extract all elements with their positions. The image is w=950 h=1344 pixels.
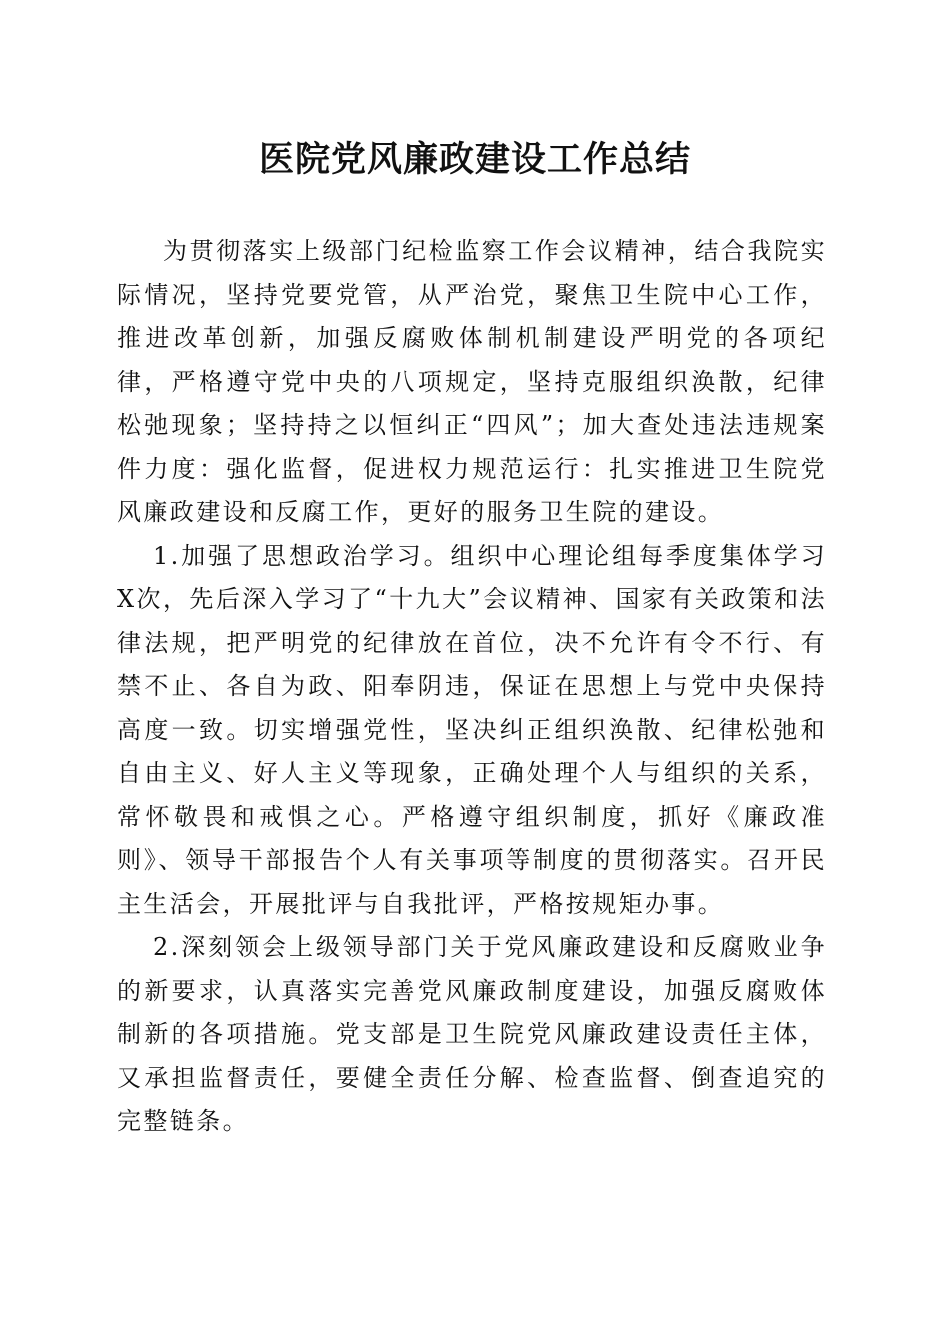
document-body [117, 230, 827, 1144]
paragraph-item-1: 1.加强了思想政治学习。组织中心理论组每季度集体学习X次，先后深入学习了“十九大”会议精神、国家有关政策和法律法规，把严明党的纪律放在首位，决不允许有令不行、有禁不止、各自为政、阳奉阴违，保证在思想上与党中央保持高度一致。切实增强党性，坚决纠正组织涣散、纪律松弛和自由主义、好人主义等现象，正确处理个人与组织的关系，常怀敬畏和戒惧之心。严格遵守组织制度，抓好《廉政准则》、领导干部报告个人有关事项等制度的贯彻落实。召开民主生活会，开展批评与自我批评，严格按规矩办事。 [117, 541, 827, 918]
paragraph-item-2: 2.深刻领会上级领导部门关于党风廉政建设和反腐败业争的新要求，认真落实完善党风廉政制度建设，加强反腐败体制新的各项措施。党支部是卫生院党风廉政建设责任主体，又承担监督责任，要健全责任分解、检查监督、倒查追究的完整链条。 [117, 933, 827, 1135]
paragraph-intro: 为贯彻落实上级部门纪检监察工作会议精神，结合我院实际情况，坚持党要党管，从严治党，聚焦卫生院中心工作，推进改革创新，加强反腐败体制机制建设严明党的各项纪律，严格遵守党中央的八项规定，坚持克服组织涣散，纪律松弛现象；坚持持之以恒纠正“四风”；加大查处违法违规案件力度：强化监督，促进权力规范运行：扎实推进卫生院党风廉政建设和反腐工作，更好的服务卫生院的建设。 [117, 237, 827, 526]
document-title: 医院党风廉政建设工作总结 [258, 139, 691, 180]
